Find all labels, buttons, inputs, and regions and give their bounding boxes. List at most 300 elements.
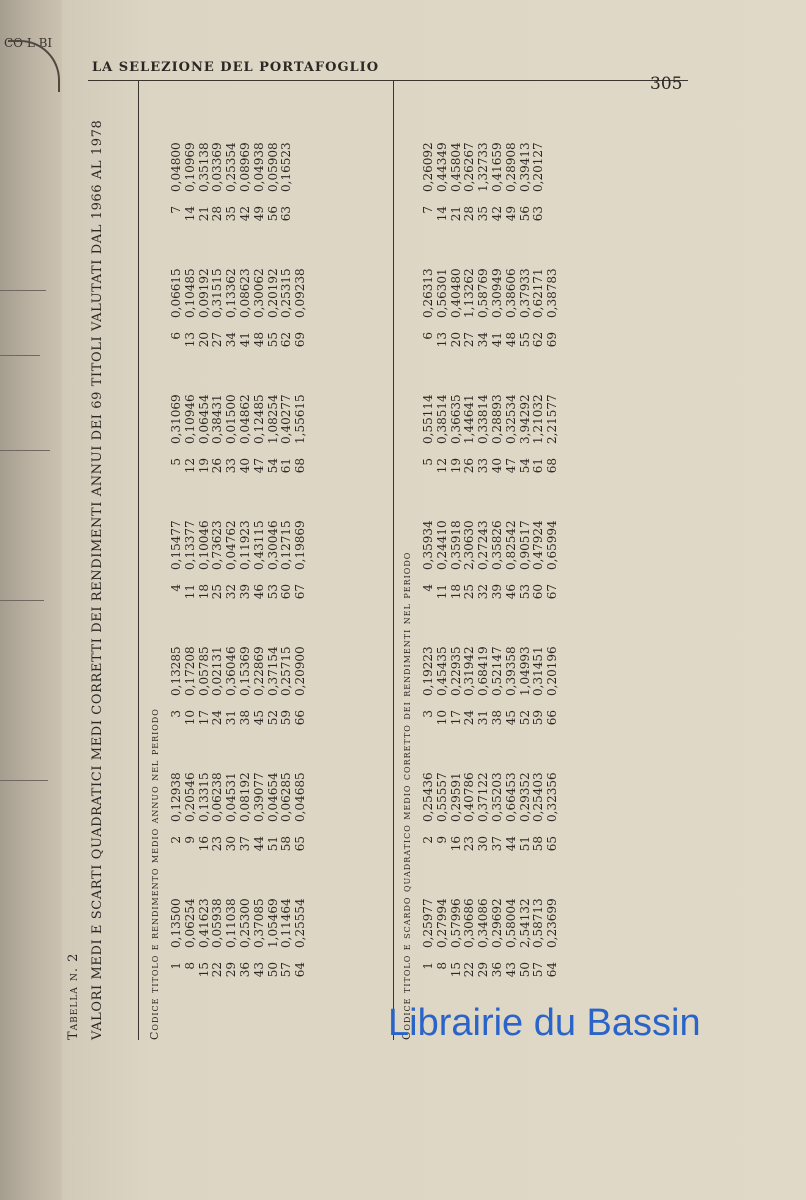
stdev-value: 0,39358 — [503, 646, 518, 696]
return-value: 0,02131 — [210, 646, 225, 696]
return-cell — [267, 118, 281, 236]
stdev-cell — [546, 244, 560, 362]
stdev-cell — [422, 118, 436, 236]
return-code: 55 — [265, 332, 280, 348]
stdev-value: 0,45804 — [448, 142, 463, 192]
stdev-value: 0,25436 — [421, 772, 435, 822]
stdev-cell — [505, 244, 519, 362]
section2-title: Codice titolo e scardo quadratico medio corretto dei rendimenti nel periodo — [400, 551, 413, 1040]
stdev-cell — [450, 496, 464, 614]
stdev-cell — [422, 244, 436, 362]
return-cell — [211, 874, 225, 992]
stdev-code: 28 — [462, 206, 477, 222]
return-code: 31 — [224, 710, 239, 726]
stdev-cell — [546, 370, 560, 488]
return-code: 20 — [196, 332, 211, 348]
return-code: 34 — [224, 332, 239, 348]
return-code: 30 — [224, 836, 239, 852]
return-value: 0,22869 — [251, 646, 266, 696]
return-code: 18 — [196, 584, 211, 600]
return-code: 63 — [279, 206, 294, 222]
return-code: 44 — [251, 836, 266, 852]
return-code: 23 — [210, 836, 225, 852]
return-cell — [253, 244, 267, 362]
stdev-cell — [519, 748, 533, 866]
return-code: 49 — [251, 206, 266, 222]
return-cell — [239, 244, 253, 362]
stdev-cell — [491, 370, 505, 488]
stdev-cell — [463, 874, 477, 992]
stdev-code: 37 — [490, 836, 504, 852]
return-code: 4 — [169, 584, 183, 592]
stdev-cell — [519, 118, 533, 236]
return-value: 0,25354 — [224, 142, 239, 192]
stdev-code: 56 — [517, 206, 532, 222]
stdev-value: 0,47924 — [531, 520, 546, 570]
stdev-code: 10 — [434, 710, 449, 726]
return-code: 62 — [279, 332, 294, 348]
stdev-code: 3 — [421, 710, 435, 718]
stdev-value: 0,19223 — [421, 646, 435, 696]
return-value: 0,13285 — [169, 646, 183, 696]
return-code: 64 — [293, 962, 308, 978]
stdev-value: 1,21032 — [531, 394, 546, 444]
stdev-code: 30 — [476, 836, 491, 852]
return-cell — [253, 874, 267, 992]
stdev-value: 0,30686 — [462, 898, 477, 948]
return-value: 0,30046 — [265, 520, 280, 570]
stdev-cell — [477, 748, 491, 866]
return-cell — [170, 244, 184, 362]
stdev-code: 49 — [503, 206, 518, 222]
return-cell — [225, 622, 239, 740]
stdev-cell — [436, 874, 450, 992]
return-cell — [184, 118, 198, 236]
return-code: 17 — [196, 710, 211, 726]
return-cell — [280, 244, 294, 362]
return-cell — [211, 244, 225, 362]
stdev-value: 0,35203 — [490, 772, 504, 822]
return-cell — [294, 622, 308, 740]
return-value: 0,05908 — [265, 142, 280, 192]
stdev-cell — [505, 496, 519, 614]
return-cell — [198, 118, 212, 236]
return-code: 14 — [182, 206, 197, 222]
return-cell — [267, 874, 281, 992]
stdev-code: 22 — [462, 962, 477, 978]
running-head: LA SELEZIONE DEL PORTAFOGLIO — [92, 60, 380, 75]
return-value: 0,20546 — [182, 772, 197, 822]
return-value: 0,25300 — [238, 898, 252, 948]
stdev-code: 21 — [448, 206, 463, 222]
facing-page-line — [0, 600, 44, 601]
return-value: 0,13377 — [182, 520, 197, 570]
return-code: 47 — [251, 458, 266, 474]
stdev-cell — [505, 748, 519, 866]
return-value: 0,04862 — [238, 394, 252, 444]
return-value: 0,17208 — [182, 646, 197, 696]
stdev-value: 0,58713 — [531, 898, 546, 948]
return-code: 24 — [210, 710, 225, 726]
stdev-value: 1,04993 — [517, 646, 532, 696]
return-value: 0,08192 — [238, 772, 252, 822]
return-cell — [294, 496, 308, 614]
return-cell — [211, 748, 225, 866]
return-code: 54 — [265, 458, 280, 474]
stdev-value: 0,31942 — [462, 646, 477, 696]
return-code: 11 — [182, 584, 197, 600]
return-value: 1,55615 — [293, 394, 308, 444]
stdev-code: 31 — [476, 710, 491, 726]
stdev-value: 0,66453 — [503, 772, 518, 822]
return-code: 8 — [182, 962, 197, 970]
return-cell — [184, 622, 198, 740]
return-cell — [225, 496, 239, 614]
stdev-cell — [477, 496, 491, 614]
facing-page-line — [0, 290, 46, 291]
facing-page-line — [0, 450, 50, 451]
stdev-code: 41 — [490, 332, 504, 348]
stdev-value: 0,29591 — [448, 772, 463, 822]
stdev-value: 0,68419 — [476, 646, 491, 696]
stdev-value: 0,32356 — [545, 772, 560, 822]
stdev-code: 66 — [545, 710, 560, 726]
stdev-cell — [450, 622, 464, 740]
return-cell — [280, 874, 294, 992]
stdev-code: 11 — [434, 584, 449, 600]
return-cell — [239, 370, 253, 488]
stdev-value: 0,30949 — [490, 268, 504, 318]
facing-page-fragment: CO L BI — [4, 36, 53, 50]
stdev-cell — [532, 370, 546, 488]
return-value: 0,15477 — [169, 520, 183, 570]
stdev-value: 0,35918 — [448, 520, 463, 570]
stdev-value: 0,41659 — [490, 142, 504, 192]
stdev-cell — [546, 874, 560, 992]
return-code: 16 — [196, 836, 211, 852]
section1-title: Codice titolo e rendimento medio annuo nel periodo — [148, 708, 161, 1040]
return-cell — [184, 748, 198, 866]
return-value: 0,12938 — [169, 772, 183, 822]
stdev-value: 0,28908 — [503, 142, 518, 192]
stdev-code: 7 — [421, 206, 435, 214]
stdev-value: 1,44641 — [462, 394, 477, 444]
return-value: 0,04762 — [224, 520, 239, 570]
stdev-cell — [491, 622, 505, 740]
return-value: 0,08623 — [238, 268, 252, 318]
return-value: 0,41623 — [196, 898, 211, 948]
stdev-value: 0,37122 — [476, 772, 491, 822]
return-cell — [280, 370, 294, 488]
stdev-value: 0,35934 — [421, 520, 435, 570]
stdev-code: 14 — [434, 206, 449, 222]
facing-page-edge — [0, 0, 62, 1200]
stdev-code: 40 — [490, 458, 504, 474]
return-code: 3 — [169, 710, 183, 718]
stdev-code: 62 — [531, 332, 546, 348]
stdev-value: 0,44349 — [434, 142, 449, 192]
stdev-code: 35 — [476, 206, 491, 222]
return-value: 0,04800 — [169, 142, 183, 192]
stdev-cell — [532, 496, 546, 614]
stdev-cell — [519, 244, 533, 362]
stdev-cell — [491, 118, 505, 236]
return-code: 15 — [196, 962, 211, 978]
return-value: 0,09192 — [196, 268, 211, 318]
return-value: 0,04654 — [265, 772, 280, 822]
return-value: 0,04685 — [293, 772, 308, 822]
stdev-value: 0,38606 — [503, 268, 518, 318]
return-value: 0,19869 — [293, 520, 308, 570]
stdev-cell — [477, 118, 491, 236]
stdev-cell — [505, 622, 519, 740]
return-cell — [280, 118, 294, 236]
stdev-cell — [477, 874, 491, 992]
return-value: 1,05469 — [265, 898, 280, 948]
return-code: 68 — [293, 458, 308, 474]
return-cell — [239, 496, 253, 614]
return-code: 53 — [265, 584, 280, 600]
return-cell — [239, 874, 253, 992]
return-code: 42 — [238, 206, 252, 222]
stdev-code: 47 — [503, 458, 518, 474]
return-value: 0,30062 — [251, 268, 266, 318]
return-value: 0,20192 — [265, 268, 280, 318]
stdev-value: 0,58769 — [476, 268, 491, 318]
return-code: 59 — [279, 710, 294, 726]
stdev-value: 0,35826 — [490, 520, 504, 570]
stdev-code: 25 — [462, 584, 477, 600]
stdev-cell — [436, 622, 450, 740]
return-cell — [225, 118, 239, 236]
stdev-code: 64 — [545, 962, 560, 978]
return-value: 0,13500 — [169, 898, 183, 948]
return-code: 5 — [169, 458, 183, 466]
stdev-cell — [422, 874, 436, 992]
stdev-value: 0,26092 — [421, 142, 435, 192]
stdev-value: 2,30630 — [462, 520, 477, 570]
return-value: 0,36046 — [224, 646, 239, 696]
stdev-cell — [422, 622, 436, 740]
stdev-value: 0,28893 — [490, 394, 504, 444]
return-value: 0,06615 — [169, 268, 183, 318]
table-rule-top — [138, 80, 139, 1040]
return-code: 6 — [169, 332, 183, 340]
return-cell — [198, 874, 212, 992]
stdev-value: 0,56301 — [434, 268, 449, 318]
stdev-cell — [463, 622, 477, 740]
stdev-cell — [422, 496, 436, 614]
return-value: 0,39077 — [251, 772, 266, 822]
return-code: 37 — [238, 836, 252, 852]
return-code: 27 — [210, 332, 225, 348]
return-value: 0,31515 — [210, 268, 225, 318]
return-cell — [280, 496, 294, 614]
stdev-cell — [436, 370, 450, 488]
stdev-cell — [532, 874, 546, 992]
stdev-code: 32 — [476, 584, 491, 600]
return-value: 0,12715 — [279, 520, 294, 570]
return-value: 0,43115 — [251, 520, 266, 570]
stdev-cell — [546, 748, 560, 866]
stdev-value: 0,40786 — [462, 772, 477, 822]
return-value: 0,06285 — [279, 772, 294, 822]
stdev-cell — [450, 874, 464, 992]
return-value: 0,04938 — [251, 142, 266, 192]
stdev-code: 57 — [531, 962, 546, 978]
stdev-value: 0,34086 — [476, 898, 491, 948]
return-cell — [198, 244, 212, 362]
return-code: 36 — [238, 962, 252, 978]
stdev-code: 60 — [531, 584, 546, 600]
stdev-cell — [505, 370, 519, 488]
return-cell — [267, 370, 281, 488]
return-value: 0,73623 — [210, 520, 225, 570]
return-cell — [267, 496, 281, 614]
stdev-value: 0,29352 — [517, 772, 532, 822]
return-cell — [170, 874, 184, 992]
return-code: 19 — [196, 458, 211, 474]
return-cell — [253, 622, 267, 740]
stdev-code: 6 — [421, 332, 435, 340]
return-code: 56 — [265, 206, 280, 222]
facing-page-line — [0, 780, 48, 781]
page-number: 305 — [650, 74, 683, 94]
stdev-cell — [519, 874, 533, 992]
stdev-code: 46 — [503, 584, 518, 600]
stdev-code: 53 — [517, 584, 532, 600]
stdev-cell — [491, 874, 505, 992]
return-value: 0,05785 — [196, 646, 211, 696]
return-cell — [184, 370, 198, 488]
stdev-value: 0,36635 — [448, 394, 463, 444]
stdev-cell — [463, 370, 477, 488]
stdev-value: 0,24410 — [434, 520, 449, 570]
facing-page-line — [0, 355, 40, 356]
stdev-cell — [505, 118, 519, 236]
return-code: 69 — [293, 332, 308, 348]
stdev-value: 0,57996 — [448, 898, 463, 948]
return-value: 0,10946 — [182, 394, 197, 444]
return-cell — [280, 622, 294, 740]
stdev-value: 0,27994 — [434, 898, 449, 948]
stdev-code: 26 — [462, 458, 477, 474]
return-cell — [225, 748, 239, 866]
return-cell — [253, 748, 267, 866]
return-value: 0,03369 — [210, 142, 225, 192]
stdev-value: 0,55557 — [434, 772, 449, 822]
return-cell — [198, 370, 212, 488]
return-code: 25 — [210, 584, 225, 600]
stdev-value: 3,94292 — [517, 394, 532, 444]
stdev-code: 4 — [421, 584, 435, 592]
return-code: 60 — [279, 584, 294, 600]
stdev-cell — [463, 118, 477, 236]
stdev-value: 2,21577 — [545, 394, 560, 444]
stdev-value: 0,32534 — [503, 394, 518, 444]
return-cell — [184, 496, 198, 614]
return-cell — [239, 118, 253, 236]
return-cell — [253, 496, 267, 614]
return-code: 33 — [224, 458, 239, 474]
stdev-code: 33 — [476, 458, 491, 474]
return-code: 35 — [224, 206, 239, 222]
table-title: VALORI MEDI E SCARTI QUADRATICI MEDI CORRETTI DEI RENDIMENTI ANNUI DEI 69 TITOLI VALUTATI DAL 1966 AL 1978 — [90, 119, 105, 1040]
stdev-cell — [436, 496, 450, 614]
stdev-code: 67 — [545, 584, 560, 600]
stdev-code: 65 — [545, 836, 560, 852]
stdev-cell — [450, 118, 464, 236]
stdev-code: 36 — [490, 962, 504, 978]
return-code: 13 — [182, 332, 197, 348]
stdev-code: 24 — [462, 710, 477, 726]
stdev-value: 0,62171 — [531, 268, 546, 318]
stdev-cell — [463, 244, 477, 362]
return-value: 0,11464 — [279, 898, 294, 948]
return-value: 0,38431 — [210, 394, 225, 444]
stdev-code: 45 — [503, 710, 518, 726]
stdev-cell — [450, 748, 464, 866]
stdev-cell — [546, 496, 560, 614]
stdev-value: 0,33814 — [476, 394, 491, 444]
return-cell — [267, 244, 281, 362]
stdev-cell — [532, 244, 546, 362]
return-value: 0,37154 — [265, 646, 280, 696]
stdev-code: 42 — [490, 206, 504, 222]
return-value: 0,11038 — [224, 898, 239, 948]
return-value: 0,31069 — [169, 394, 183, 444]
return-cell — [225, 244, 239, 362]
return-code: 57 — [279, 962, 294, 978]
stdev-value: 2,54132 — [517, 898, 532, 948]
stdev-cell — [450, 370, 464, 488]
return-cell — [170, 118, 184, 236]
stdev-value: 0,22935 — [448, 646, 463, 696]
return-code: 12 — [182, 458, 197, 474]
return-code: 2 — [169, 836, 183, 844]
facing-page-curve — [8, 40, 60, 92]
return-value: 0,08969 — [238, 142, 252, 192]
stdev-code: 58 — [531, 836, 546, 852]
return-value: 0,06254 — [182, 898, 197, 948]
stdev-code: 13 — [434, 332, 449, 348]
stdev-value: 0,39413 — [517, 142, 532, 192]
stdev-cell — [491, 496, 505, 614]
stdev-value: 0,20127 — [531, 142, 546, 192]
return-code: 48 — [251, 332, 266, 348]
return-code: 21 — [196, 206, 211, 222]
stdev-cell — [436, 244, 450, 362]
return-code: 26 — [210, 458, 225, 474]
stdev-code: 5 — [421, 458, 435, 466]
return-code: 43 — [251, 962, 266, 978]
stdev-code: 2 — [421, 836, 435, 844]
return-cell — [225, 370, 239, 488]
stdev-value: 0,25977 — [421, 898, 435, 948]
stdev-cell — [477, 370, 491, 488]
stdev-code: 43 — [503, 962, 518, 978]
stdev-code: 48 — [503, 332, 518, 348]
stdev-cell — [519, 370, 533, 488]
stdev-cell — [532, 748, 546, 866]
stdev-code: 55 — [517, 332, 532, 348]
stdev-code: 34 — [476, 332, 491, 348]
stdev-code: 44 — [503, 836, 518, 852]
stdev-value: 0,65994 — [545, 520, 560, 570]
stdev-value: 0,82542 — [503, 520, 518, 570]
stdev-code: 12 — [434, 458, 449, 474]
stdev-cell — [477, 622, 491, 740]
